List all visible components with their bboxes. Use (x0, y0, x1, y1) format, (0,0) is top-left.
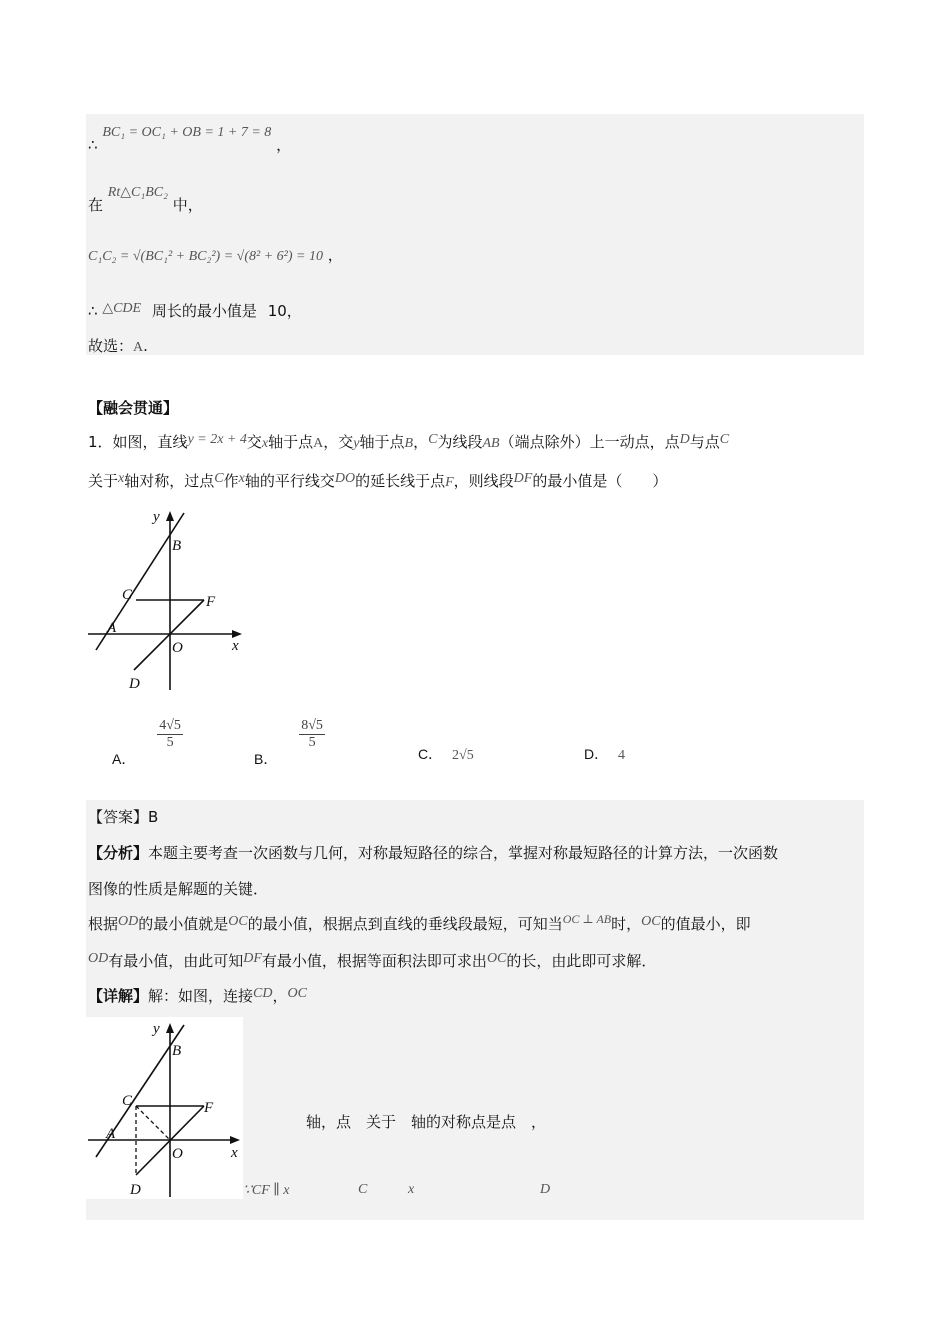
solution-line-1: ∴ BC₁ = OC₁ + OB = 1 + 7 = 8 ， (88, 125, 292, 154)
label-x: x (231, 1145, 238, 1161)
label-y: y (153, 1021, 160, 1037)
detail-figure (86, 1017, 243, 1199)
analysis-line-3: 根据OD的最小值就是OC的最小值，根据点到直线的垂线段最短，可知当$^{OC \perp AB}$时，OC的值最小，即 (88, 912, 751, 933)
equation: C₁C₂ = √(BC₁² + BC₂²) = √(8² + 6²) = 10 (88, 249, 323, 264)
label-y: y (153, 509, 160, 525)
label-b: B (172, 538, 182, 554)
problem-line-2: 关于x轴对称，过点C作x轴的平行线交DO的延长线于点F，则线段DF的最小值是（ ） (88, 471, 668, 490)
analysis-line-2: 图像的性质是解题的关键． (88, 880, 269, 898)
problem-line-1: 1．如图，直线y = 2x + 4交x轴于点A，交y轴于点B，C为线段AB（端点除外）上一动点，点D与点C (88, 432, 730, 451)
detail-bottom-line: ∵CF ∥ x C x D (243, 1182, 551, 1198)
section-title: 【融会贯通】 (88, 399, 179, 417)
option-b[interactable]: B． $\frac{8√5}{5}$ (254, 718, 323, 768)
label-c: C (122, 1093, 133, 1109)
label-a: A (106, 1126, 116, 1142)
label-d: D (129, 676, 140, 692)
answer-line: 【答案】B (88, 808, 159, 826)
label-f: F (204, 1100, 214, 1116)
fraction: $\frac{4√5}{5}$ (159, 718, 181, 750)
detail-line-1: 【详解】解：如图，连接CD，OC (88, 986, 307, 1005)
triangle-expression: Rt△C₁BC₂ (107, 185, 168, 200)
triangle-expression: △CDE (102, 301, 142, 316)
equation: BC₁ = OC₁ + OB = 1 + 7 = 8 (102, 125, 272, 140)
option-a[interactable]: A． $\frac{4√5}{5}$ (112, 718, 181, 768)
solution-line-2: 在 Rt△C₁BC₂ 中， (88, 185, 203, 214)
solution-line-4: ∴ △CDE 周长的最小值是 10， (88, 301, 302, 320)
label-o: O (172, 640, 183, 656)
label-a: A (107, 620, 117, 636)
solution-line-3: C₁C₂ = √(BC₁² + BC₂²) = √(8² + 6²) = 10 ， (88, 246, 343, 264)
problem-figure (86, 505, 256, 695)
analysis-line-4: OD有最小值，由此可知DF有最小值，根据等面积法即可求出OC的长，由此即可求解． (88, 951, 657, 970)
detail-mid-text: 轴，点 关于 轴的对称点是点 ， (306, 1113, 547, 1131)
label-o: O (172, 1146, 183, 1162)
option-c[interactable]: C． 2√5 (418, 746, 474, 763)
y-axis-arrow (166, 511, 174, 521)
label-c: C (122, 587, 133, 603)
label-f: F (206, 594, 216, 610)
label-b: B (172, 1043, 182, 1059)
label-d: D (130, 1182, 141, 1198)
analysis-line-1: 【分析】本题主要考查一次函数与几何，对称最短路径的综合，掌握对称最短路径的计算方法，一次函数 (88, 844, 779, 862)
fraction: $\frac{8√5}{5}$ (301, 718, 323, 750)
therefore-symbol: ∴ (88, 136, 98, 154)
x-axis-arrow (232, 630, 242, 638)
solution-line-5: 故选：A. (88, 337, 148, 355)
segment-df (134, 600, 204, 670)
option-d[interactable]: D． 4 (584, 746, 626, 763)
label-x: x (232, 638, 239, 654)
